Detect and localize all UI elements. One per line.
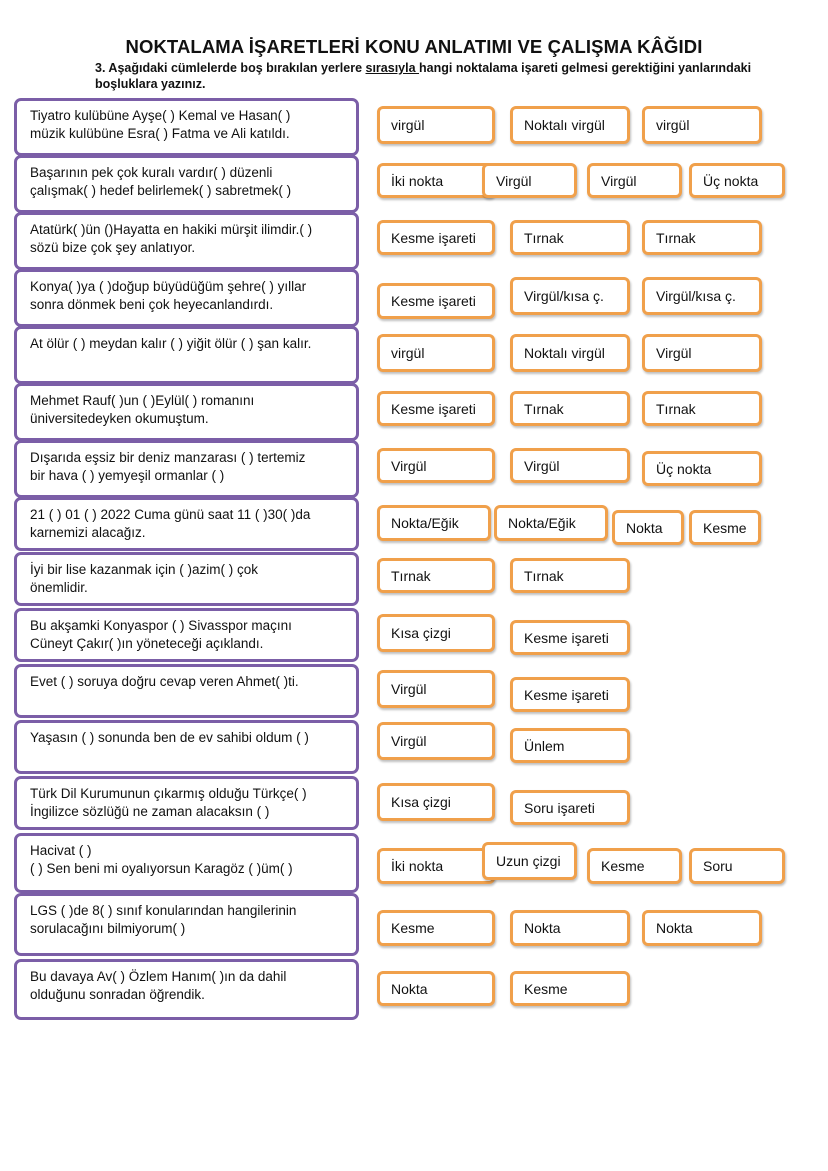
page-title: NOKTALAMA İŞARETLERİ KONU ANLATIMI VE ÇALIŞMA KÂĞIDI — [125, 36, 703, 57]
sentence-box: Tiyatro kulübüne Ayşe( ) Kemal ve Hasan( ) müzik kulübüne Esra( ) Fatma ve Ali katıldı. — [14, 98, 359, 156]
answer-box[interactable]: Nokta — [642, 910, 762, 946]
answer-box[interactable]: Kesme — [377, 910, 495, 946]
answer-box[interactable]: Noktalı virgül — [510, 106, 630, 144]
answer-box[interactable]: Kısa çizgi — [377, 614, 495, 652]
answer-box[interactable]: Üç nokta — [642, 451, 762, 486]
answer-box[interactable]: Kesme işareti — [510, 620, 630, 655]
sentence-box: Konya( )ya ( )doğup büyüdüğüm şehre( ) yıllar sonra dönmek beni çok heyecanlandırdı. — [14, 269, 359, 327]
answer-box[interactable]: Nokta — [510, 910, 630, 946]
sentence-box: Hacivat ( ) ( ) Sen beni mi oyalıyorsun Karagöz ( )üm( ) — [14, 833, 359, 893]
sentence-box: 21 ( ) 01 ( ) 2022 Cuma günü saat 11 ( )30( )da karnemizi alacağız. — [14, 497, 359, 551]
answer-box[interactable]: Noktalı virgül — [510, 334, 630, 372]
answer-box[interactable]: Virgül — [377, 448, 495, 483]
answer-box[interactable]: Virgül/kısa ç. — [642, 277, 762, 315]
answer-box[interactable]: Virgül/kısa ç. — [510, 277, 630, 315]
answer-box[interactable]: virgül — [377, 106, 495, 144]
sentence-box: Atatürk( )ün ()Hayatta en hakiki mürşit ilimdir.( ) sözü bize çok şey anlatıyor. — [14, 212, 359, 270]
answer-box[interactable]: Nokta/Eğik — [377, 505, 491, 541]
instruction-part-2: hangi noktalama işareti gelmesi gerektiğini yanlarındaki boşluklara yazınız. — [95, 61, 752, 91]
sentence-box: Türk Dil Kurumunun çıkarmış olduğu Türkçe( ) İngilizce sözlüğü ne zaman alacaksın ( ) — [14, 776, 359, 830]
answer-box[interactable]: Kesme işareti — [377, 283, 495, 319]
answer-box[interactable]: Virgül — [587, 163, 682, 198]
answer-box[interactable]: Soru — [689, 848, 785, 884]
answer-box[interactable]: Kesme — [510, 971, 630, 1006]
instruction-text — [95, 60, 775, 92]
answer-box[interactable]: Virgül — [482, 163, 577, 198]
sentence-box: İyi bir lise kazanmak için ( )azim( ) çok önemlidir. — [14, 552, 359, 606]
sentence-box: At ölür ( ) meydan kalır ( ) yiğit ölür ( ) şan kalır. — [14, 326, 359, 384]
answer-box[interactable]: virgül — [377, 334, 495, 372]
answer-box[interactable]: Kesme — [587, 848, 682, 884]
sentence-box: Mehmet Rauf( )un ( )Eylül( ) romanını üniversitedeyken okumuştum. — [14, 383, 359, 441]
answer-box[interactable]: virgül — [642, 106, 762, 144]
answer-box[interactable]: Üç nokta — [689, 163, 785, 198]
answer-box[interactable]: Kesme — [689, 510, 761, 545]
answer-box[interactable]: İki nokta — [377, 163, 495, 198]
sentence-box: Bu davaya Av( ) Özlem Hanım( )ın da dahil olduğunu sonradan öğrendik. — [14, 959, 359, 1020]
answer-box[interactable]: Nokta — [377, 971, 495, 1006]
answer-box[interactable]: Tırnak — [510, 558, 630, 593]
answer-box[interactable]: Kesme işareti — [377, 391, 495, 426]
answer-box[interactable]: Nokta/Eğik — [494, 505, 608, 541]
answer-box[interactable]: Ünlem — [510, 728, 630, 763]
sentence-box: Bu akşamki Konyaspor ( ) Sivasspor maçını Cüneyt Çakır( )ın yöneteceği açıklandı. — [14, 608, 359, 662]
sentence-box: Dışarıda eşsiz bir deniz manzarası ( ) tertemiz bir hava ( ) yemyeşil ormanlar ( ) — [14, 440, 359, 498]
answer-box[interactable]: Tırnak — [642, 391, 762, 426]
answer-box[interactable]: Virgül — [377, 722, 495, 760]
sentence-box: LGS ( )de 8( ) sınıf konularından hangilerinin sorulacağını bilmiyorum( ) — [14, 893, 359, 956]
answer-box[interactable]: Virgül — [642, 334, 762, 372]
instruction-underlined: sırasıyla — [365, 61, 420, 75]
answer-box[interactable]: Tırnak — [510, 391, 630, 426]
answer-box[interactable]: Soru işareti — [510, 790, 630, 825]
sentence-box: Evet ( ) soruya doğru cevap veren Ahmet( )ti. — [14, 664, 359, 718]
answer-box[interactable]: Nokta — [612, 510, 684, 545]
answer-box[interactable]: Tırnak — [510, 220, 630, 255]
answer-box[interactable]: Tırnak — [642, 220, 762, 255]
answer-box[interactable]: Uzun çizgi — [482, 842, 577, 880]
answer-box[interactable]: İki nokta — [377, 848, 495, 884]
answer-box[interactable]: Tırnak — [377, 558, 495, 593]
answer-box[interactable]: Kesme işareti — [510, 677, 630, 712]
answer-box[interactable]: Kısa çizgi — [377, 783, 495, 821]
answer-box[interactable]: Kesme işareti — [377, 220, 495, 255]
answer-box[interactable]: Virgül — [510, 448, 630, 483]
instruction-part-1: 3. Aşağıdaki cümlelerde boş bırakılan yerlere — [95, 61, 366, 75]
sentence-box: Başarının pek çok kuralı vardır( ) düzenli çalışmak( ) hedef belirlemek( ) sabretmek( ) — [14, 155, 359, 213]
answer-box[interactable]: Virgül — [377, 670, 495, 708]
sentence-box: Yaşasın ( ) sonunda ben de ev sahibi oldum ( ) — [14, 720, 359, 774]
